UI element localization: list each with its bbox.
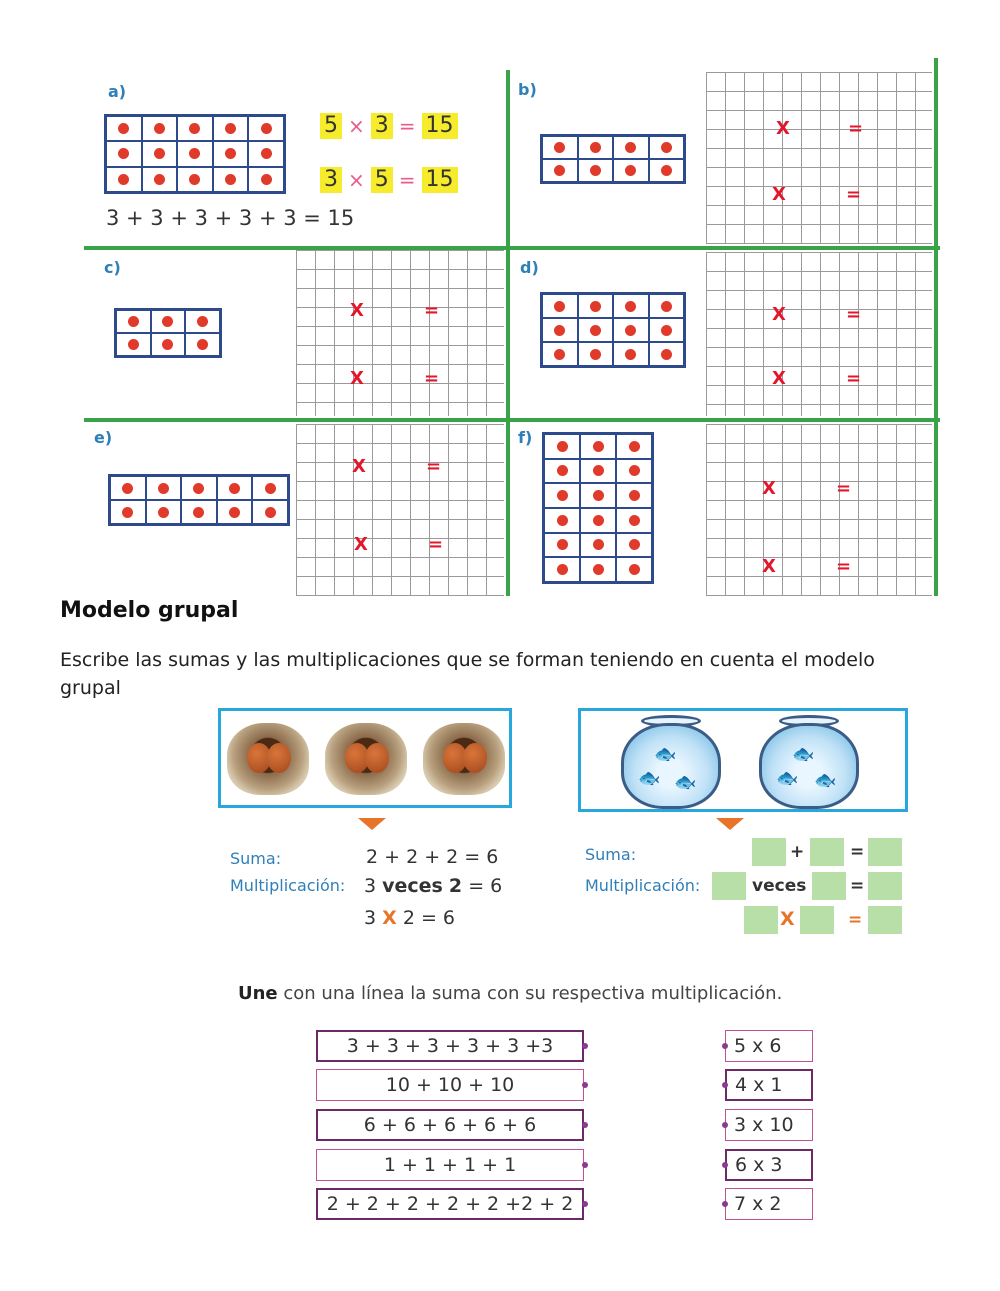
fishbowl-image: 🐟 🐟 🐟 [621, 723, 721, 809]
eq-mark-e2: = [428, 534, 444, 555]
dot-array-c [114, 308, 222, 358]
connector-dot[interactable] [722, 1082, 728, 1088]
connector-dot[interactable] [582, 1043, 588, 1049]
eq-mark-c2: = [424, 368, 440, 389]
mult-box-3[interactable]: 3 x 10 [725, 1109, 813, 1141]
dot-array-d [540, 292, 686, 368]
answer-box[interactable] [868, 838, 902, 866]
nest-image [227, 723, 309, 795]
matching-instruction: Une con una línea la suma con su respectiva multiplicación. [238, 983, 783, 1004]
divider-vertical [506, 70, 510, 596]
sum-box-2[interactable]: 10 + 10 + 10 [316, 1069, 584, 1101]
divider-row-1 [84, 246, 940, 250]
connector-dot[interactable] [582, 1082, 588, 1088]
answer-grid-b[interactable] [706, 72, 932, 244]
veces-word: veces [752, 876, 807, 896]
eq-mark-f2: = [836, 556, 852, 577]
section-description: Escribe las sumas y las multiplicaciones que se forman teniendo en cuenta el modelo grupal [60, 649, 875, 699]
label-d: d) [520, 258, 539, 277]
arrow-down-icon [716, 818, 744, 830]
equals-sign: = [848, 910, 863, 930]
equals-sign: = [850, 876, 865, 896]
x-mark-e2: X [354, 534, 368, 555]
dot-array-a [104, 114, 286, 194]
dot-array-f [542, 432, 654, 584]
example-equation-2: 3 × 5 = 15 [320, 167, 458, 193]
answer-box[interactable] [752, 838, 786, 866]
times-sign: X [780, 908, 795, 930]
fishbowls-picture-box [578, 708, 908, 812]
x-mark-b1: X [776, 118, 790, 139]
answer-grid-e[interactable] [296, 424, 504, 596]
eq-mark-b1: = [848, 118, 864, 139]
fishbowl-image: 🐟 🐟 🐟 [759, 723, 859, 809]
x-mark-d1: X [772, 304, 786, 325]
answer-box[interactable] [810, 838, 844, 866]
section-title: Modelo grupal [60, 598, 239, 623]
eq-mark-d2: = [846, 368, 862, 389]
eq-mark-f1: = [836, 478, 852, 499]
label-b: b) [518, 80, 537, 99]
sum-box-5[interactable]: 2 + 2 + 2 + 2 + 2 +2 + 2 [316, 1188, 584, 1220]
sum-box-3[interactable]: 6 + 6 + 6 + 6 + 6 [316, 1109, 584, 1141]
suma-label-right: Suma: [585, 845, 637, 864]
nest-image [423, 723, 505, 795]
dot-array-e [108, 474, 290, 526]
connector-dot[interactable] [722, 1043, 728, 1049]
answer-grid-c[interactable] [296, 250, 504, 416]
connector-dot[interactable] [582, 1162, 588, 1168]
answer-box[interactable] [868, 872, 902, 900]
eq-mark-e1: = [426, 456, 442, 477]
worksheet-grid-area [84, 58, 940, 596]
mult-box-4[interactable]: 6 x 3 [725, 1149, 813, 1181]
answer-box[interactable] [712, 872, 746, 900]
answer-box[interactable] [744, 906, 778, 934]
mult-label-right: Multiplicación: [585, 876, 701, 895]
label-c: c) [104, 258, 121, 277]
x-mark-d2: X [772, 368, 786, 389]
x-mark-f1: X [762, 478, 776, 499]
label-f: f) [518, 428, 533, 447]
eq-mark-b2: = [846, 184, 862, 205]
divider-right-edge [934, 58, 938, 596]
x-mark-c2: X [350, 368, 364, 389]
connector-dot[interactable] [722, 1162, 728, 1168]
nest-image [325, 723, 407, 795]
sum-box-1[interactable]: 3 + 3 + 3 + 3 + 3 +3 [316, 1030, 584, 1062]
label-e: e) [94, 428, 113, 447]
suma-label-left: Suma: [230, 849, 282, 868]
mult-label-left: Multiplicación: [230, 876, 346, 895]
sum-box-4[interactable]: 1 + 1 + 1 + 1 [316, 1149, 584, 1181]
dot-array-b [540, 134, 686, 184]
answer-grid-d[interactable] [706, 252, 932, 416]
example-equation-1: 5 × 3 = 15 [320, 113, 458, 139]
eq-mark-d1: = [846, 304, 862, 325]
connector-dot[interactable] [582, 1201, 588, 1207]
example-sum: 3 + 3 + 3 + 3 + 3 = 15 [106, 206, 355, 230]
plus-sign: + [790, 842, 805, 862]
label-a: a) [108, 82, 127, 101]
x-mark-e1: X [352, 456, 366, 477]
x-mark-c1: X [350, 300, 364, 321]
connector-dot[interactable] [582, 1122, 588, 1128]
x-mark-b2: X [772, 184, 786, 205]
arrow-down-icon [358, 818, 386, 830]
nests-picture-box [218, 708, 512, 808]
eq-mark-c1: = [424, 300, 440, 321]
mult-box-1[interactable]: 5 x 6 [725, 1030, 813, 1062]
mult-box-2[interactable]: 4 x 1 [725, 1069, 813, 1101]
answer-box[interactable] [800, 906, 834, 934]
divider-row-2 [84, 418, 940, 422]
answer-grid-f[interactable] [706, 424, 932, 596]
left-mult-expression: 3 veces 2 = 6 [364, 875, 503, 897]
left-times-expression: 3 X 2 = 6 [364, 907, 456, 929]
answer-box[interactable] [868, 906, 902, 934]
equals-sign: = [850, 842, 865, 862]
answer-box[interactable] [812, 872, 846, 900]
connector-dot[interactable] [722, 1201, 728, 1207]
x-mark-f2: X [762, 556, 776, 577]
mult-box-5[interactable]: 7 x 2 [725, 1188, 813, 1220]
connector-dot[interactable] [722, 1122, 728, 1128]
left-sum-expression: 2 + 2 + 2 = 6 [366, 846, 499, 868]
